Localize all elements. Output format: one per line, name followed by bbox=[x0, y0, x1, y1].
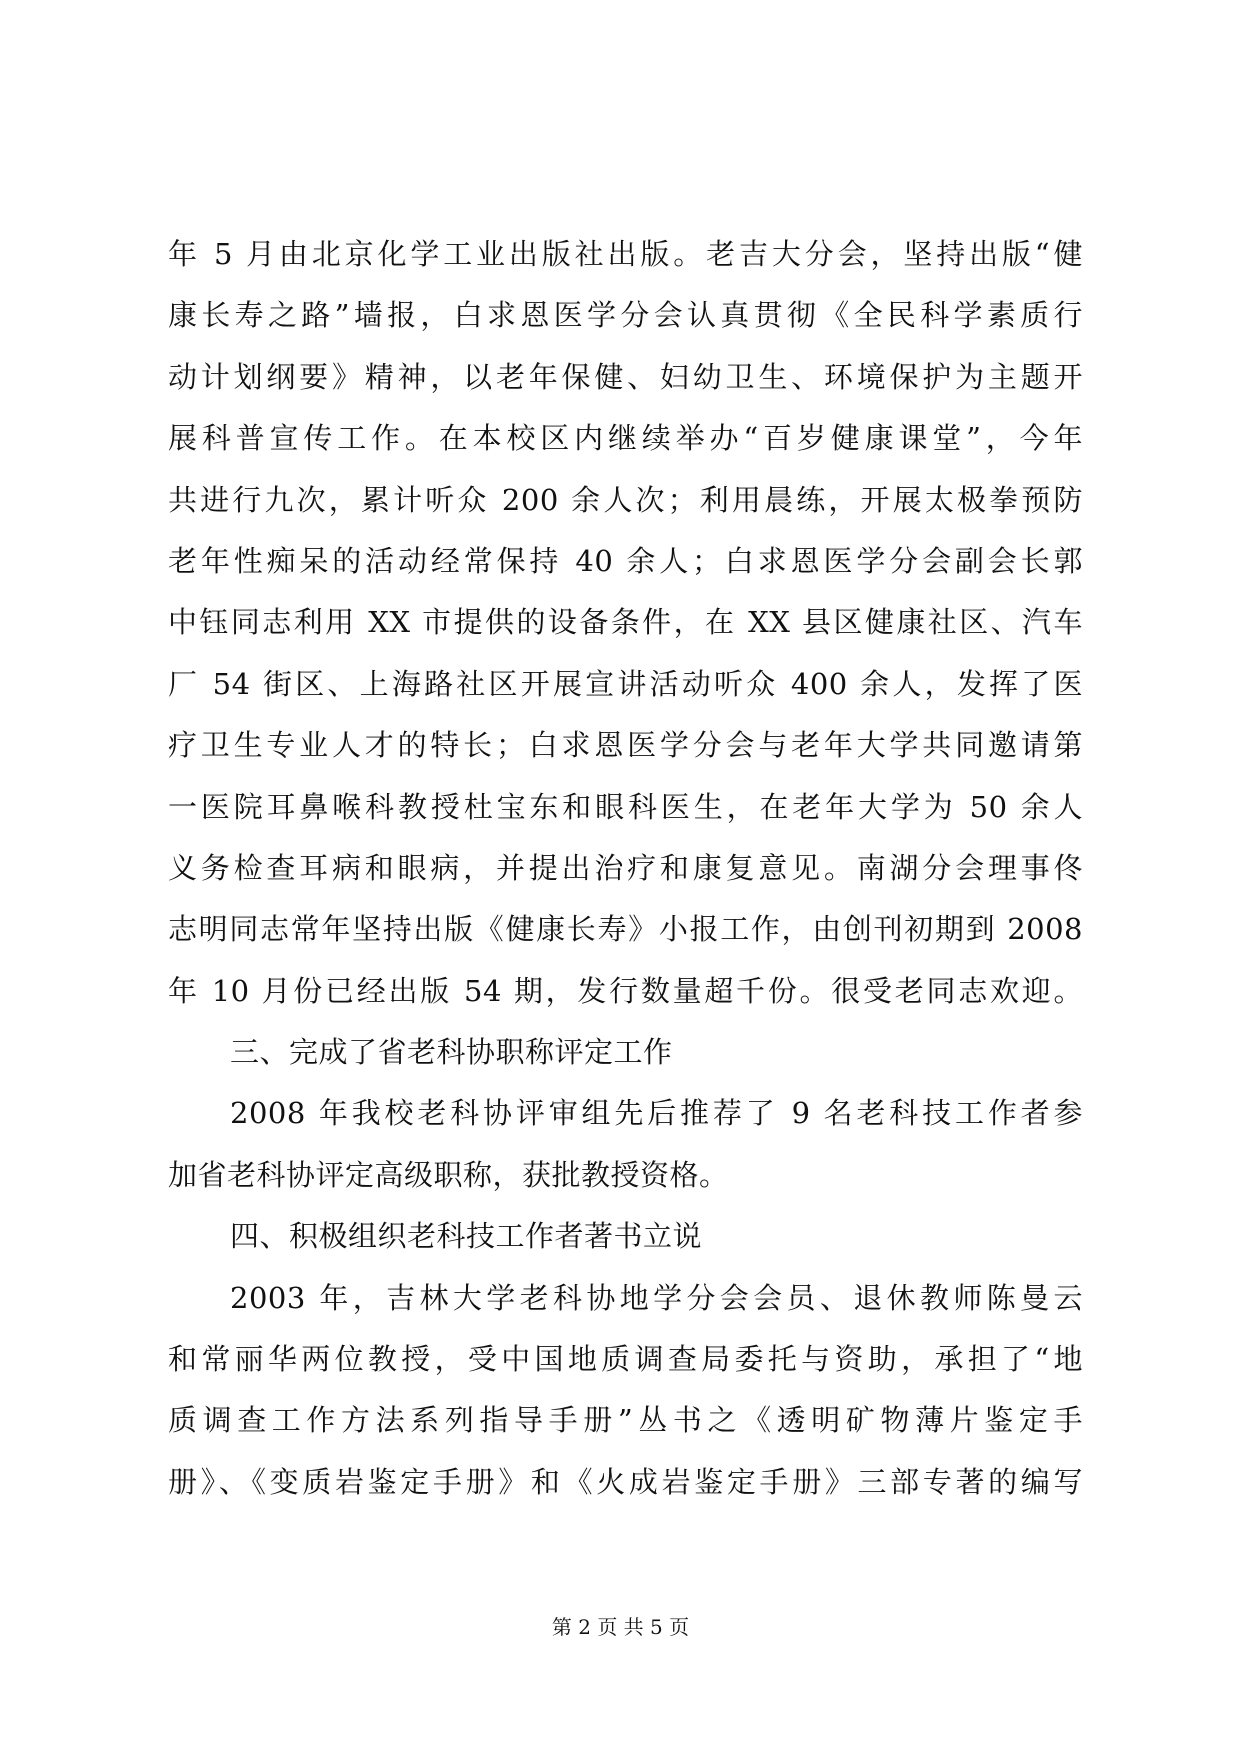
text-line: 展科普宣传工作。在本校区内继续举办“百岁健康课堂”，今年 bbox=[168, 421, 1083, 456]
text-line: 动计划纲要》精神，以老年保健、妇幼卫生、环境保护为主题开 bbox=[168, 359, 1083, 394]
page-indicator: 第 2 页 共 5 页 bbox=[551, 1615, 690, 1639]
text-line: 志明同志常年坚持出版《健康长寿》小报工作，由创刊初期到 2008 bbox=[168, 912, 1083, 947]
text-line: 老年性痴呆的活动经常保持 40 余人；白求恩医学分会副会长郭 bbox=[168, 543, 1083, 578]
text-line: 册》、《变质岩鉴定手册》和《火成岩鉴定手册》三部专著的编写 bbox=[168, 1464, 1083, 1499]
text-line: 质调查工作方法系列指导手册”丛书之《透明矿物薄片鉴定手 bbox=[168, 1403, 1083, 1438]
text-line: 年 5 月由北京化学工业出版社出版。老吉大分会，坚持出版“健 bbox=[168, 237, 1083, 271]
text-line: 2008 年我校老科协评审组先后推荐了 9 名老科技工作者参 bbox=[230, 1096, 1083, 1131]
text-line: 康长寿之路”墙报，白求恩医学分会认真贯彻《全民科学素质行 bbox=[168, 298, 1083, 333]
text-line: 义务检查耳病和眼病，并提出治疗和康复意见。南湖分会理事佟 bbox=[168, 850, 1083, 885]
section-heading: 四、积极组织老科技工作者著书立说 bbox=[230, 1219, 703, 1254]
section-heading: 三、完成了省老科协职称评定工作 bbox=[230, 1035, 673, 1070]
text-line: 疗卫生专业人才的特长；白求恩医学分会与老年大学共同邀请第 bbox=[168, 728, 1083, 763]
text-line: 一医院耳鼻喉科教授杜宝东和眼科医生，在老年大学为 50 余人 bbox=[168, 789, 1083, 824]
text-line: 中钰同志利用 XX 市提供的设备条件，在 XX 县区健康社区、汽车 bbox=[168, 605, 1083, 640]
text-line: 年 10 月份已经出版 54 期，发行数量超千份。很受老同志欢迎。 bbox=[168, 973, 1083, 1008]
text-line: 和常丽华两位教授，受中国地质调查局委托与资助，承担了“地 bbox=[168, 1342, 1083, 1377]
text-line: 共进行九次，累计听众 200 余人次；利用晨练，开展太极拳预防 bbox=[168, 482, 1083, 517]
body-text bbox=[168, 224, 1083, 1513]
text-line: 2003 年，吉林大学老科协地学分会会员、退休教师陈曼云 bbox=[230, 1280, 1083, 1315]
text-line: 厂 54 街区、上海路社区开展宣讲活动听众 400 余人，发挥了医 bbox=[168, 666, 1083, 701]
text-line: 加省老科协评定高级职称，获批教授资格。 bbox=[168, 1157, 729, 1192]
